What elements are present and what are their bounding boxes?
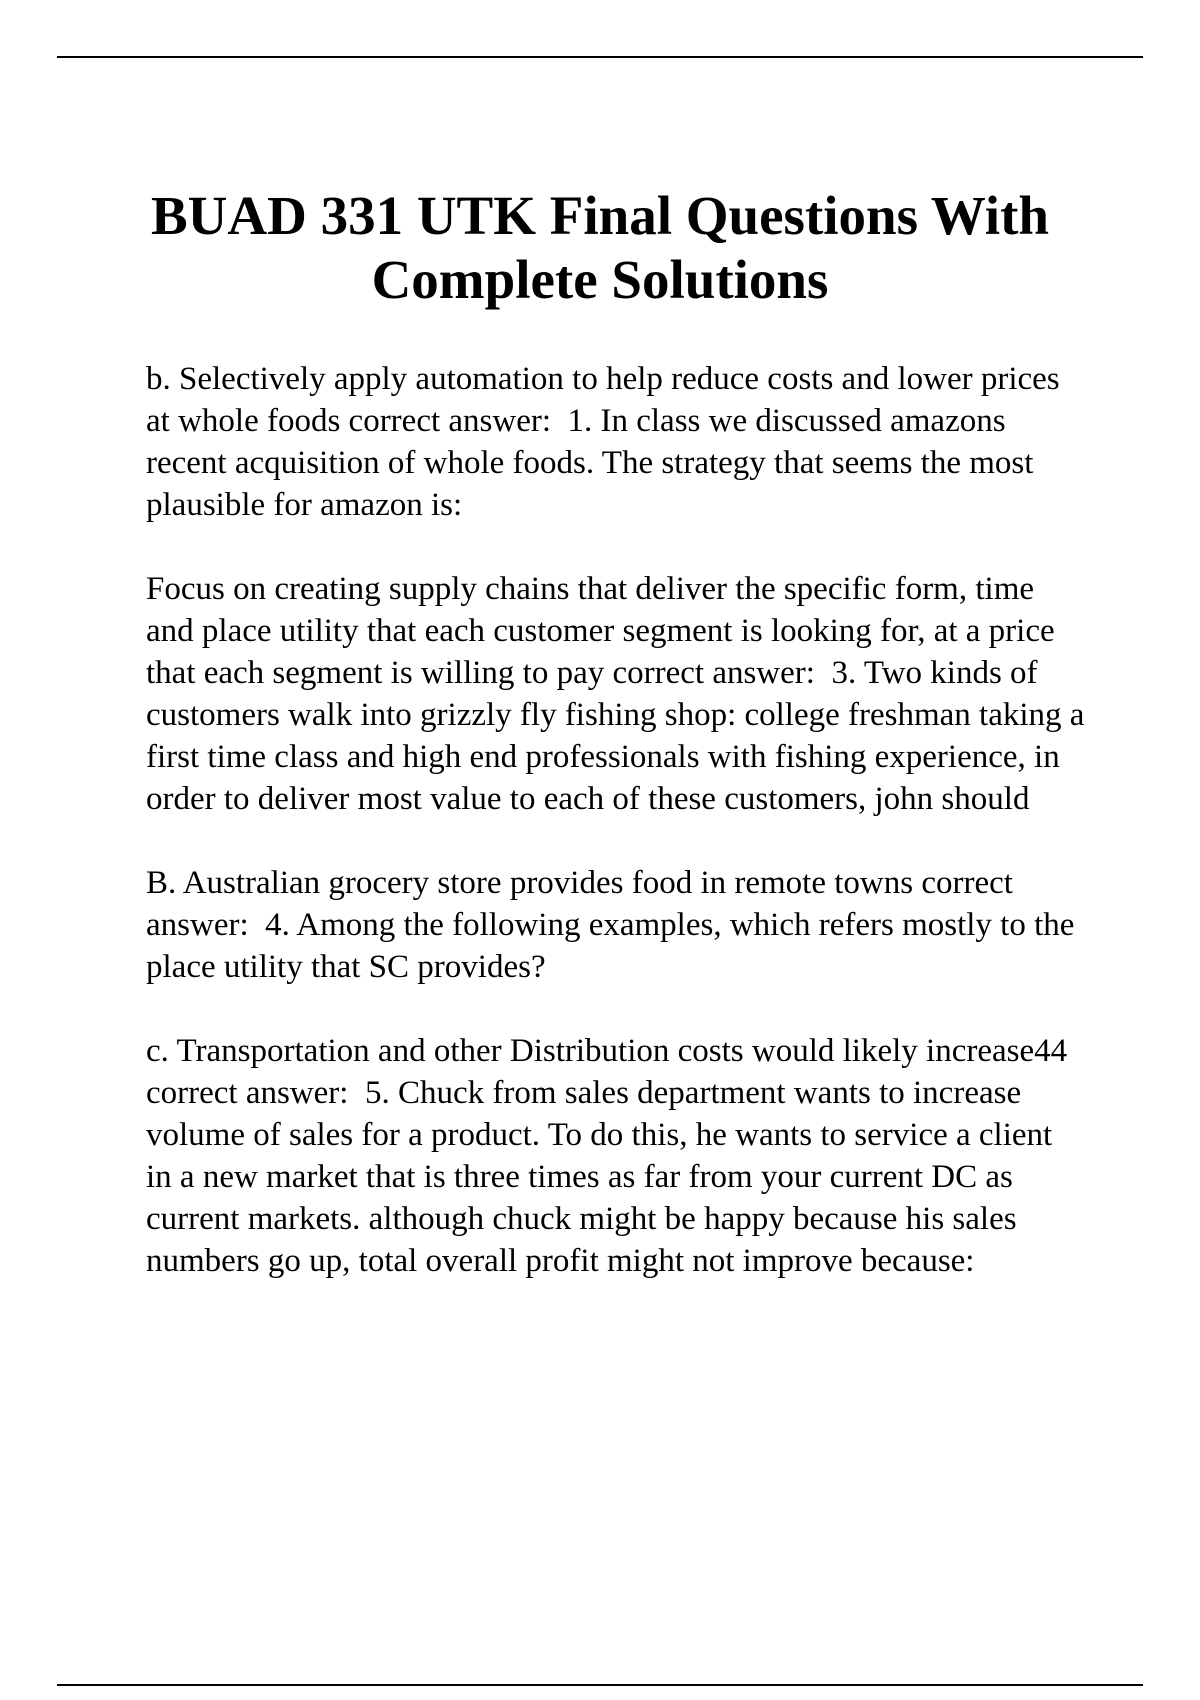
bottom-divider	[57, 1684, 1143, 1686]
answer-paragraph-3: B. Australian grocery store provides food in remote towns correct answer: 4. Among the following examples, which refers mostly to the place utility that SC provides?	[146, 865, 1083, 985]
answer-paragraph-1: b. Selectively apply automation to help reduce costs and lower prices at whole foods correct answer: 1. In class we discussed amazons recent acquisition of whole foods. The strategy that seems the most plausible for amazon is:	[146, 361, 1068, 523]
top-divider	[57, 56, 1143, 58]
document-body	[146, 358, 1093, 1324]
page-title: BUAD 331 UTK Final Questions With Complete Solutions	[151, 185, 1049, 310]
answer-paragraph-2: Focus on creating supply chains that deliver the specific form, time and place utility that each customer segment is looking for, at a price that each segment is willing to pay correct answer: 3. Two kinds of customers walk into grizzly fly fishing shop: college freshman taking a first time class and high end professionals with fishing experience, in order to deliver most value to each of these customers, john should	[146, 571, 1093, 817]
answer-paragraph-4: c. Transportation and other Distribution costs would likely increase44 correct answer: 5. Chuck from sales department wants to increase volume of sales for a product. To do this, he wants to service a client in a new market that is three times as far from your current DC as current markets. although chuck might be happy because his sales numbers go up, total overall profit might not improve because:	[146, 1033, 1076, 1279]
